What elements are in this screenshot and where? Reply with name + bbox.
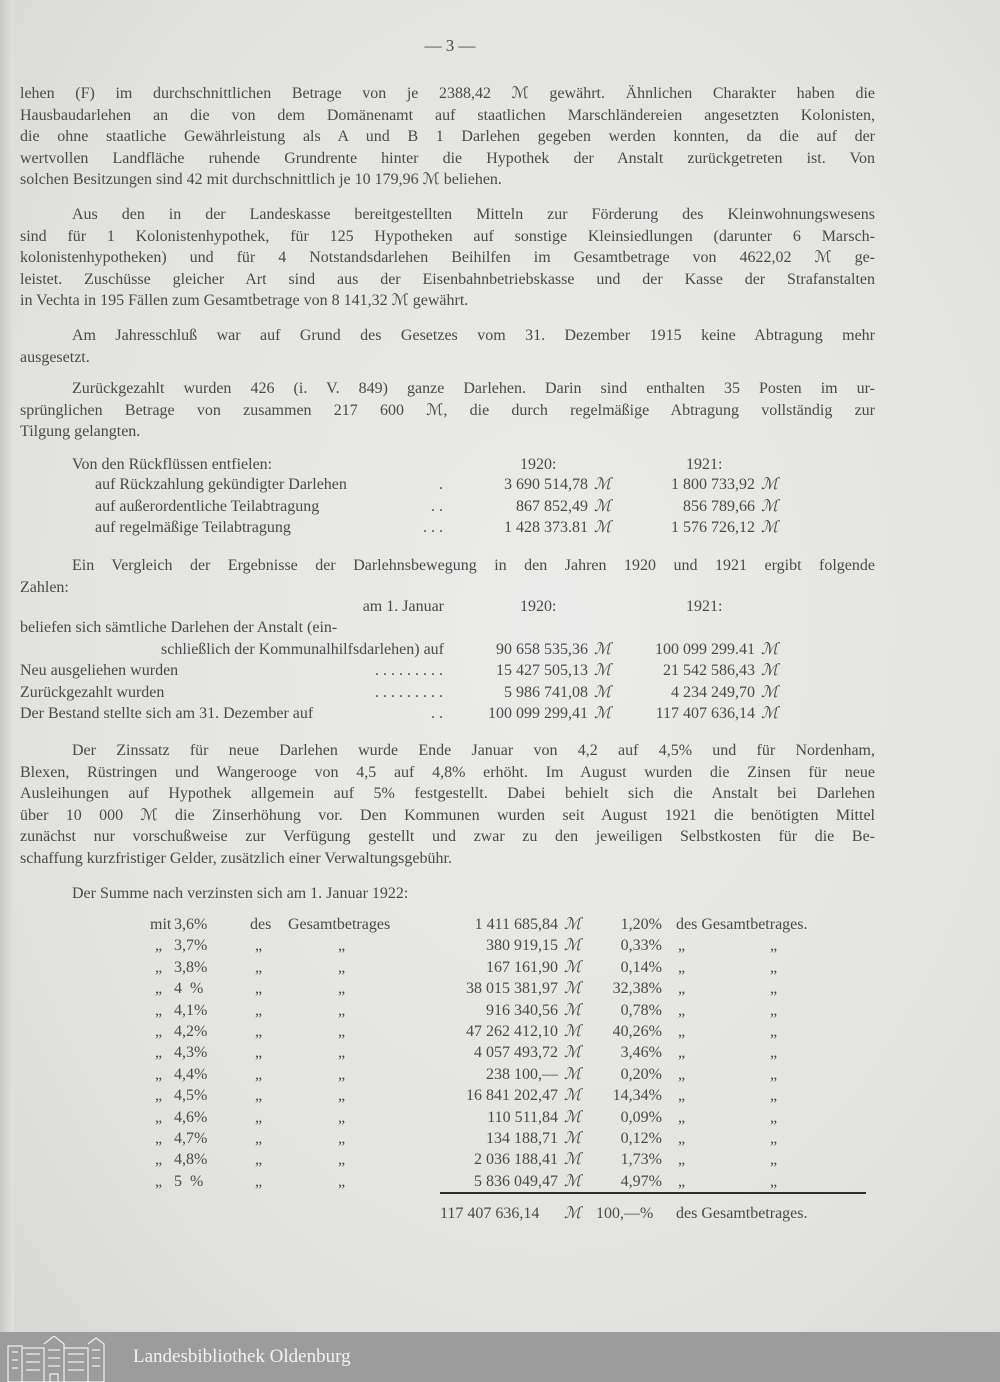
value-1920: 867 852,49	[516, 497, 588, 515]
share-percent: 0,78%	[620, 1001, 662, 1019]
total-suffix: des Gesamtbetrages.	[676, 1205, 808, 1222]
ditto-mark: „	[338, 1087, 346, 1105]
paragraph-line: Aus den in der Landeskasse bereitgestellten Mitteln zur Förderung des Kleinwohnungswesens	[72, 206, 875, 223]
ditto-mark: „	[255, 1023, 263, 1040]
value-1920: 1 428 373.81	[504, 519, 588, 536]
ditto-mark: „	[678, 937, 686, 955]
paragraph-line: die ohne staatliche Gewährleistung als A und B 1 Darlehen gegeben werden konnten, da die auf der	[20, 128, 875, 145]
amount: 916 340,56	[486, 1001, 558, 1019]
footer-label: Landesbibliothek Oldenburg	[133, 1346, 351, 1367]
sum-rule	[440, 1192, 866, 1194]
currency-symbol: ℳ	[761, 519, 779, 536]
ditto-mark: „	[155, 1065, 163, 1083]
paragraph-line: Ausleihungen auf Hypothek allgemein auf 5% festgestellt. Dabei behielt sich die Anstalt bei Darlehen	[20, 785, 875, 802]
ditto-mark: „	[338, 1130, 346, 1147]
prefix-mit: mit	[150, 916, 172, 933]
ditto-mark: „	[338, 1065, 346, 1083]
value-1921: 117 407 636,14	[655, 705, 755, 723]
share-percent: 32,38%	[612, 980, 662, 998]
leader-dots: . . .	[423, 519, 443, 536]
amount: 2 036 188,41	[474, 1151, 558, 1169]
value-1920: 15 427 505,13	[496, 662, 588, 680]
paragraph-line: Der Zinssatz für neue Darlehen wurde Ende Januar von 4,2 auf 4,5% und für Nordenham,	[72, 742, 875, 759]
interest-rate: 4,4%	[174, 1065, 208, 1083]
share-percent: 0,14%	[620, 958, 662, 976]
currency-symbol: ℳ	[564, 1172, 582, 1190]
share-percent: 0,12%	[620, 1130, 662, 1147]
ditto-mark: „	[678, 1023, 686, 1040]
ditto-mark: „	[255, 937, 263, 955]
paragraph-line: Hausbaudarlehen an die von dem Domänenamt auf staatlichen Marschländereien angesetzten Kolonisten,	[20, 106, 875, 124]
paragraph-line: sind für 1 Kolonistenhypothek, für 125 Hypotheken auf sonstige Kleinsiedlungen (darunter 6 Marsch-	[20, 227, 875, 245]
currency-symbol: ℳ	[761, 683, 779, 701]
currency-symbol: ℳ	[564, 1205, 582, 1222]
share-percent: 1,20%	[620, 916, 662, 933]
row-label: schließlich der Kommunalhilfsdarlehen) auf	[160, 640, 444, 658]
amount: 380 919,15	[486, 937, 558, 955]
column-header-1921: 1921:	[686, 598, 723, 615]
column-header-1921: 1921:	[686, 456, 723, 473]
value-1920: 100 099 299,41	[488, 705, 588, 723]
footer-banner	[0, 1332, 1000, 1382]
interest-rate: 4,5%	[174, 1087, 208, 1105]
ditto-mark: „	[678, 1108, 686, 1126]
amount: 238 100,—	[486, 1065, 558, 1083]
ditto-mark: „	[770, 937, 778, 955]
ditto-mark: „	[255, 980, 263, 998]
currency-symbol: ℳ	[564, 980, 582, 998]
row-label: Zurückgezahlt wurden	[20, 683, 165, 701]
ditto-mark: „	[255, 1108, 263, 1126]
interest-rate: 4,8%	[174, 1151, 208, 1169]
ditto-mark: „	[678, 1172, 686, 1190]
ditto-mark: „	[255, 1044, 263, 1062]
ditto-mark: „	[338, 1151, 346, 1169]
ditto-mark: „	[770, 1001, 778, 1019]
ditto-mark: „	[678, 1087, 686, 1105]
ditto-mark: „	[678, 1130, 686, 1147]
interest-rate: 4,7%	[174, 1130, 208, 1147]
paragraph-line: wertvollen Landfläche ruhende Grundrente hinter die Hypothek der Anstalt zurückgetreten ist. Von	[20, 149, 875, 167]
currency-symbol: ℳ	[594, 476, 612, 493]
currency-symbol: ℳ	[761, 476, 779, 493]
share-percent: 0,09%	[620, 1108, 662, 1126]
leader-dots: .	[439, 476, 443, 493]
paragraph-line: solchen Besitzungen sind 42 mit durchschnittlich je 10 179,96 ℳ beliehen.	[20, 171, 502, 188]
share-percent: 4,97%	[620, 1172, 662, 1190]
value-1920: 5 986 741,08	[504, 683, 588, 701]
ditto-mark: „	[770, 1151, 778, 1169]
column-header-1920: 1920:	[520, 456, 557, 473]
currency-symbol: ℳ	[564, 937, 582, 955]
total-amount: 117 407 636,14	[440, 1205, 540, 1222]
ditto-mark: „	[678, 1151, 686, 1169]
value-1921: 1 800 733,92	[671, 476, 755, 493]
paragraph-line: in Vechta in 195 Fällen zum Gesamtbetrage von 8 141,32 ℳ gewährt.	[20, 292, 469, 309]
ditto-mark: „	[770, 1023, 778, 1040]
currency-symbol: ℳ	[594, 640, 612, 658]
currency-symbol: ℳ	[564, 1087, 582, 1105]
currency-symbol: ℳ	[761, 497, 779, 515]
ditto-mark: „	[678, 1065, 686, 1083]
ditto-mark: „	[255, 1172, 263, 1190]
gesamt-label: Gesamtbetrages	[288, 916, 391, 933]
paragraph-line: Zahlen:	[20, 578, 69, 596]
currency-symbol: ℳ	[564, 958, 582, 976]
ditto-mark: „	[338, 1108, 346, 1126]
ditto-mark: „	[338, 980, 346, 998]
currency-symbol: ℳ	[594, 662, 612, 680]
page-number: — 3 —	[424, 36, 476, 55]
ditto-mark: „	[255, 1087, 263, 1105]
share-percent: 0,20%	[620, 1065, 662, 1083]
ditto-mark: „	[255, 1065, 263, 1083]
ditto-mark: „	[770, 980, 778, 998]
ditto-mark: „	[338, 1001, 346, 1019]
paragraph-line: Der Summe nach verzinsten sich am 1. Januar 1922:	[72, 885, 409, 902]
ditto-mark: „	[255, 1001, 263, 1019]
ditto-mark: „	[770, 1108, 778, 1126]
ditto-mark: „	[770, 1172, 778, 1190]
interest-rate: 4,2%	[174, 1023, 208, 1040]
ditto-mark: „	[678, 958, 686, 976]
ditto-mark: „	[155, 1023, 163, 1040]
amount: 167 161,90	[486, 958, 558, 976]
amount: 134 188,71	[486, 1130, 558, 1147]
paragraph-line: leistet. Zuschüsse gleicher Art sind aus der Eisenbahnbetriebskasse und der Kasse der Strafanstalten	[20, 270, 875, 288]
amount: 4 057 493,72	[474, 1044, 558, 1062]
value-1921: 856 789,66	[683, 497, 755, 515]
row-label: auf regelmäßige Teilabtragung	[95, 519, 291, 536]
paragraph-line: kolonistenhypotheken) und für 4 Notstandsdarlehen Beihilfen im Gesamtbetrage von 4622,02 ℳ ge-	[20, 249, 875, 266]
ditto-mark: „	[770, 958, 778, 976]
ditto-mark: „	[770, 1065, 778, 1083]
currency-symbol: ℳ	[564, 1023, 582, 1040]
ditto-mark: „	[678, 1044, 686, 1062]
ditto-mark: „	[155, 1130, 163, 1147]
ditto-mark: „	[770, 1130, 778, 1147]
leader-dots: . . . . . . . . .	[375, 683, 443, 701]
ditto-mark: „	[338, 1172, 346, 1190]
ditto-mark: „	[338, 958, 346, 976]
amount: 16 841 202,47	[466, 1087, 558, 1105]
share-percent: 3,46%	[620, 1044, 662, 1062]
ditto-mark: „	[338, 1044, 346, 1062]
ditto-mark: „	[678, 1001, 686, 1019]
paragraph-line: zunächst nur vorschußweise zur Verfügung gestellt und zwar zu den jeweiligen Selbstkosten für die Be-	[20, 828, 875, 845]
ditto-mark: „	[155, 958, 163, 976]
ditto-mark: „	[155, 1044, 163, 1062]
amount: 110 511,84	[487, 1108, 558, 1126]
interest-rate: 4 %	[174, 980, 204, 998]
paragraph-line: Blexen, Rüstringen und Wangerooge von 4,5 auf 4,8% erhöht. Im August wurden die Zinsen für neue	[20, 763, 875, 781]
paragraph-line: Tilgung gelangten.	[20, 423, 141, 440]
ditto-mark: „	[155, 1108, 163, 1126]
total-share: 100,—%	[596, 1205, 654, 1222]
amount: 47 262 412,10	[466, 1023, 558, 1040]
interest-rate: 3,7%	[174, 937, 208, 955]
currency-symbol: ℳ	[564, 916, 582, 933]
row-label: auf Rückzahlung gekündigter Darlehen	[95, 476, 347, 493]
ditto-mark: „	[338, 937, 346, 955]
amount: 38 015 381,97	[466, 980, 558, 998]
ditto-mark: „	[770, 1087, 778, 1105]
paragraph-line: über 10 000 ℳ die Zinserhöhung vor. Den Kommunen wurden seit August 1921 die benötigten Mittel	[20, 806, 875, 824]
value-1921: 100 099 299.41	[655, 640, 755, 658]
row-label: Der Bestand stellte sich am 31. Dezember auf	[20, 705, 314, 723]
currency-symbol: ℳ	[594, 683, 612, 701]
currency-symbol: ℳ	[594, 497, 612, 515]
interest-rate: 3,6%	[174, 916, 208, 933]
ditto-mark: „	[678, 980, 686, 998]
interest-rate: 4,1%	[174, 1001, 208, 1019]
currency-symbol: ℳ	[761, 640, 779, 658]
currency-symbol: ℳ	[761, 662, 779, 680]
paragraph-line: Ein Vergleich der Ergebnisse der Darlehnsbewegung in den Jahren 1920 und 1921 ergibt folgende	[72, 557, 875, 574]
value-1921: 1 576 726,12	[671, 519, 755, 536]
leader-dots: . . . . . . . . .	[375, 662, 443, 680]
share-percent: 0,33%	[620, 937, 662, 955]
interest-rate: 5 %	[174, 1172, 204, 1190]
value-1921: 4 234 249,70	[671, 683, 755, 701]
currency-symbol: ℳ	[761, 705, 779, 723]
share-percent: 14,34%	[612, 1087, 662, 1105]
ditto-mark: „	[255, 1151, 263, 1169]
paragraph-line: ausgesetzt.	[20, 348, 90, 366]
currency-symbol: ℳ	[594, 705, 612, 723]
value-1921: 21 542 586,43	[663, 662, 755, 680]
share-suffix: des Gesamtbetrages.	[676, 916, 808, 933]
currency-symbol: ℳ	[564, 1065, 582, 1083]
ditto-mark: „	[155, 937, 163, 955]
table-heading: Von den Rückflüssen entfielen:	[72, 456, 273, 473]
paragraph-line: lehen (F) im durchschnittlichen Betrage von je 2388,42 ℳ gewährt. Ähnlichen Charakter haben die	[20, 85, 875, 102]
interest-rate: 4,3%	[174, 1044, 208, 1062]
table-heading: am 1. Januar	[362, 598, 444, 615]
currency-symbol: ℳ	[564, 1151, 582, 1169]
paragraph-line: sprünglichen Betrage von zusammen 217 600 ℳ, die durch regelmäßige Abtragung vollständig zur	[20, 401, 875, 419]
paragraph-line: schaffung kurzfristiger Gelder, zusätzlich einer Verwaltungsgebühr.	[20, 849, 452, 867]
leader-dots: . .	[431, 497, 443, 515]
row-label: auf außerordentliche Teilabtragung	[95, 497, 320, 515]
amount: 5 836 049,47	[474, 1172, 558, 1190]
currency-symbol: ℳ	[564, 1044, 582, 1062]
leader-dots: . .	[431, 705, 443, 723]
currency-symbol: ℳ	[564, 1001, 582, 1019]
row-label: Neu ausgeliehen wurden	[20, 662, 179, 680]
value-1920: 3 690 514,78	[504, 476, 588, 493]
interest-rate: 4,6%	[174, 1108, 208, 1126]
ditto-mark: „	[338, 1023, 346, 1040]
row-label: beliefen sich sämtliche Darlehen der Anstalt (ein-	[20, 619, 338, 636]
column-header-1920: 1920:	[520, 598, 557, 615]
library-building-logo	[6, 1336, 124, 1382]
ditto-mark: „	[155, 1001, 163, 1019]
ditto-mark: „	[155, 1151, 163, 1169]
currency-symbol: ℳ	[564, 1108, 582, 1126]
paragraph-line: Am Jahresschluß war auf Grund des Gesetzes vom 31. Dezember 1915 keine Abtragung mehr	[72, 327, 875, 344]
share-percent: 40,26%	[612, 1023, 662, 1040]
paragraph-line: Zurückgezahlt wurden 426 (i. V. 849) ganze Darlehen. Darin sind enthalten 35 Posten im ur-	[72, 380, 875, 397]
ditto-mark: „	[255, 958, 263, 976]
currency-symbol: ℳ	[564, 1130, 582, 1147]
interest-rate: 3,8%	[174, 958, 208, 976]
ditto-mark: „	[770, 1044, 778, 1062]
ditto-mark: „	[155, 1087, 163, 1105]
ditto-mark: „	[155, 980, 163, 998]
amount: 1 411 685,84	[474, 916, 558, 933]
des-label: des	[250, 916, 272, 933]
ditto-mark: „	[155, 1172, 163, 1190]
share-percent: 1,73%	[620, 1151, 662, 1169]
value-1920: 90 658 535,36	[496, 640, 588, 658]
page-edge-shadow	[0, 0, 14, 1332]
currency-symbol: ℳ	[594, 519, 612, 536]
ditto-mark: „	[255, 1130, 263, 1147]
